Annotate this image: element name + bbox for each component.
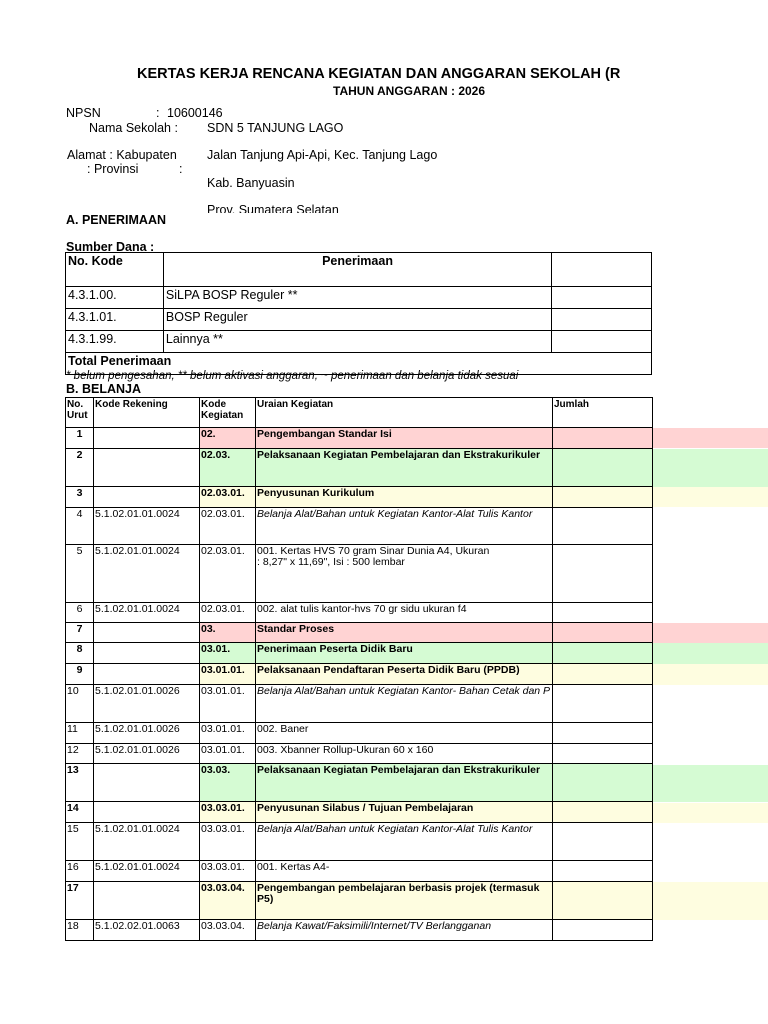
row-kode-rekening: 5.1.02.01.01.0024 [94,823,200,861]
row-jumlah [553,603,653,623]
row-no: 10 [66,685,94,723]
belanja-table [65,397,653,941]
row-uraian: 001. Kertas HVS 70 gram Sinar Dunia A4, Ukuran : 8,27" x 11,69", Isi : 500 lembar [256,545,553,603]
row-jumlah [553,545,653,603]
row-jumlah [553,643,653,664]
row-uraian: Pelaksanaan Kegiatan Pembelajaran dan Ekstrakurikuler [256,764,553,802]
penerimaan-kode: 4.3.1.01. [66,309,164,331]
row-kode-rekening [94,487,200,508]
col-header-uraian: Uraian Kegiatan [256,398,553,428]
nama-sekolah-value: SDN 5 TANJUNG LAGO [207,121,344,135]
row-kode-kegiatan: 03.03. [200,764,256,802]
row-kode-kegiatan: 03.03.01. [200,802,256,823]
table-row [66,643,653,664]
provinsi-colon: : [179,162,183,176]
section-belanja-title: B. BELANJA [66,382,142,396]
row-kode-kegiatan: 03.01.01. [200,664,256,685]
row-no: 17 [66,882,94,920]
row-uraian: Belanja Alat/Bahan untuk Kegiatan Kantor- Bahan Cetak dan P [256,685,553,723]
row-no: 5 [66,545,94,603]
row-no: 4 [66,508,94,545]
table-row [66,685,653,723]
row-kode-rekening: 5.1.02.01.01.0024 [94,545,200,603]
row-kode-kegiatan: 02.03.01. [200,487,256,508]
row-no: 11 [66,723,94,744]
row-uraian: Belanja Alat/Bahan untuk Kegiatan Kantor-Alat Tulis Kantor [256,823,553,861]
row-kode-kegiatan: 03.01.01. [200,723,256,744]
page-title: KERTAS KERJA RENCANA KEGIATAN DAN ANGGARAN SEKOLAH (R [137,66,621,82]
row-kode-kegiatan: 03. [200,623,256,643]
row-kode-rekening: 5.1.02.01.01.0026 [94,744,200,764]
section-penerimaan-title: A. PENERIMAAN [66,213,167,227]
row-uraian: Pelaksanaan Kegiatan Pembelajaran dan Ekstrakurikuler [256,449,553,487]
row-kode-kegiatan: 03.03.01. [200,861,256,882]
row-kode-kegiatan: 02.03. [200,449,256,487]
row-jumlah [553,487,653,508]
table-row [66,744,653,764]
row-jumlah [553,623,653,643]
row-kode-rekening: 5.1.02.01.01.0024 [94,508,200,545]
npsn-label: NPSN [66,106,101,120]
row-uraian: 002. alat tulis kantor-hvs 70 gr sidu ukuran f4 [256,603,553,623]
col-header-kode-kegiatan: Kode Kegiatan [200,398,256,428]
row-kode-kegiatan: 03.03.04. [200,882,256,920]
kabupaten-value: Kab. Banyuasin [207,176,295,190]
row-uraian: Penyusunan Silabus / Tujuan Pembelajaran [256,802,553,823]
table-row [66,882,653,920]
row-kode-rekening: 5.1.02.02.01.0063 [94,920,200,941]
penerimaan-kode: 4.3.1.99. [66,331,164,353]
total-penerimaan-label: Total Penerimaan [66,353,652,375]
row-kode-rekening [94,643,200,664]
row-kode-kegiatan: 03.01.01. [200,685,256,723]
row-kode-kegiatan: 03.03.01. [200,823,256,861]
row-highlight-band [652,803,768,823]
row-kode-rekening: 5.1.02.01.01.0026 [94,723,200,744]
belanja-header-row [66,398,653,428]
row-uraian: Penyusunan Kurikulum [256,487,553,508]
row-jumlah [553,664,653,685]
row-uraian: Pengembangan Standar Isi [256,428,553,449]
col-header-penerimaan: Penerimaan [163,253,551,287]
row-kode-rekening [94,764,200,802]
row-jumlah [553,920,653,941]
row-jumlah [553,744,653,764]
row-highlight-band [652,664,768,685]
row-jumlah [553,449,653,487]
table-row [66,487,653,508]
provinsi-value: Prov. Sumatera Selatan [207,203,339,213]
alamat-label: Alamat : Kabupaten [67,148,177,162]
page-subtitle: TAHUN ANGGARAN : 2026 [333,84,486,98]
nama-sekolah-label: Nama Sekolah : [89,121,178,135]
row-kode-kegiatan: 02. [200,428,256,449]
row-uraian: Belanja Alat/Bahan untuk Kegiatan Kantor-Alat Tulis Kantor [256,508,553,545]
row-uraian: Penerimaan Peserta Didik Baru [256,643,553,664]
col-header-no-urut: No. Urut [66,398,94,428]
table-row [66,428,653,449]
penerimaan-nama: Lainnya ** [163,331,551,353]
row-jumlah [553,764,653,802]
row-kode-rekening [94,449,200,487]
table-row [66,449,653,487]
row-kode-rekening: 5.1.02.01.01.0024 [94,861,200,882]
penerimaan-table [65,252,652,375]
row-no: 16 [66,861,94,882]
row-kode-kegiatan: 02.03.01. [200,545,256,603]
row-kode-kegiatan: 03.03.04. [200,920,256,941]
row-jumlah [553,823,653,861]
npsn-value: 10600146 [167,106,223,120]
row-jumlah [553,723,653,744]
penerimaan-nama: BOSP Reguler [163,309,551,331]
row-jumlah [553,802,653,823]
row-kode-kegiatan: 02.03.01. [200,508,256,545]
row-kode-rekening [94,623,200,643]
row-no: 18 [66,920,94,941]
row-no: 7 [66,623,94,643]
row-uraian: Pengembangan pembelajaran berbasis projek (termasuk P5) [256,882,553,920]
row-no: 8 [66,643,94,664]
row-jumlah [553,508,653,545]
row-jumlah [553,861,653,882]
table-row [66,764,653,802]
row-jumlah [553,428,653,449]
row-no: 13 [66,764,94,802]
table-row [66,664,653,685]
col-header-kode: No. Kode [66,253,164,287]
alamat-value: Jalan Tanjung Api-Api, Kec. Tanjung Lago [207,148,438,162]
penerimaan-header-row [66,253,652,287]
row-no: 6 [66,603,94,623]
provinsi-label: : Provinsi [87,162,139,176]
row-uraian: Standar Proses [256,623,553,643]
row-kode-kegiatan: 03.01.01. [200,744,256,764]
table-row [66,802,653,823]
penerimaan-row [66,287,652,309]
row-highlight-band [652,487,768,507]
row-no: 3 [66,487,94,508]
table-row [66,920,653,941]
row-jumlah [553,882,653,920]
row-no: 2 [66,449,94,487]
table-row [66,603,653,623]
row-kode-rekening [94,428,200,449]
row-uraian: Belanja Kawat/Faksimili/Internet/TV Berlangganan [256,920,553,941]
row-no: 15 [66,823,94,861]
table-row [66,861,653,882]
row-highlight-band [652,428,768,448]
row-highlight-band [652,643,768,664]
sumber-dana-label: Sumber Dana : [66,240,155,254]
penerimaan-kode: 4.3.1.00. [66,287,164,309]
penerimaan-row [66,309,652,331]
row-jumlah [553,685,653,723]
row-kode-kegiatan: 02.03.01. [200,603,256,623]
row-kode-rekening [94,882,200,920]
table-row [66,823,653,861]
row-kode-kegiatan: 03.01. [200,643,256,664]
row-highlight-band [652,882,768,920]
row-uraian: 002. Baner [256,723,553,744]
row-no: 1 [66,428,94,449]
table-row [66,723,653,744]
table-row [66,508,653,545]
row-kode-rekening: 5.1.02.01.01.0024 [94,603,200,623]
row-uraian: 003. Xbanner Rollup-Ukuran 60 x 160 [256,744,553,764]
penerimaan-nama: SiLPA BOSP Reguler ** [163,287,551,309]
table-row [66,545,653,603]
row-highlight-band [652,449,768,487]
penerimaan-note: * belum pengesahan, ** belum aktivasi anggaran, ~ penerimaan dan belanja tidak sesuai [66,370,519,382]
row-kode-rekening [94,802,200,823]
col-header-kode-rekening: Kode Rekening [94,398,200,428]
row-kode-rekening: 5.1.02.01.01.0026 [94,685,200,723]
col-header-jumlah: Jumlah [553,398,653,428]
row-no: 9 [66,664,94,685]
table-row [66,623,653,643]
row-highlight-band [652,623,768,643]
row-kode-rekening [94,664,200,685]
row-uraian: Pelaksanaan Pendaftaran Peserta Didik Baru (PPDB) [256,664,553,685]
row-no: 14 [66,802,94,823]
npsn-colon: : [156,106,160,120]
row-uraian: 001. Kertas A4- [256,861,553,882]
row-no: 12 [66,744,94,764]
penerimaan-row [66,331,652,353]
row-highlight-band [652,765,768,802]
